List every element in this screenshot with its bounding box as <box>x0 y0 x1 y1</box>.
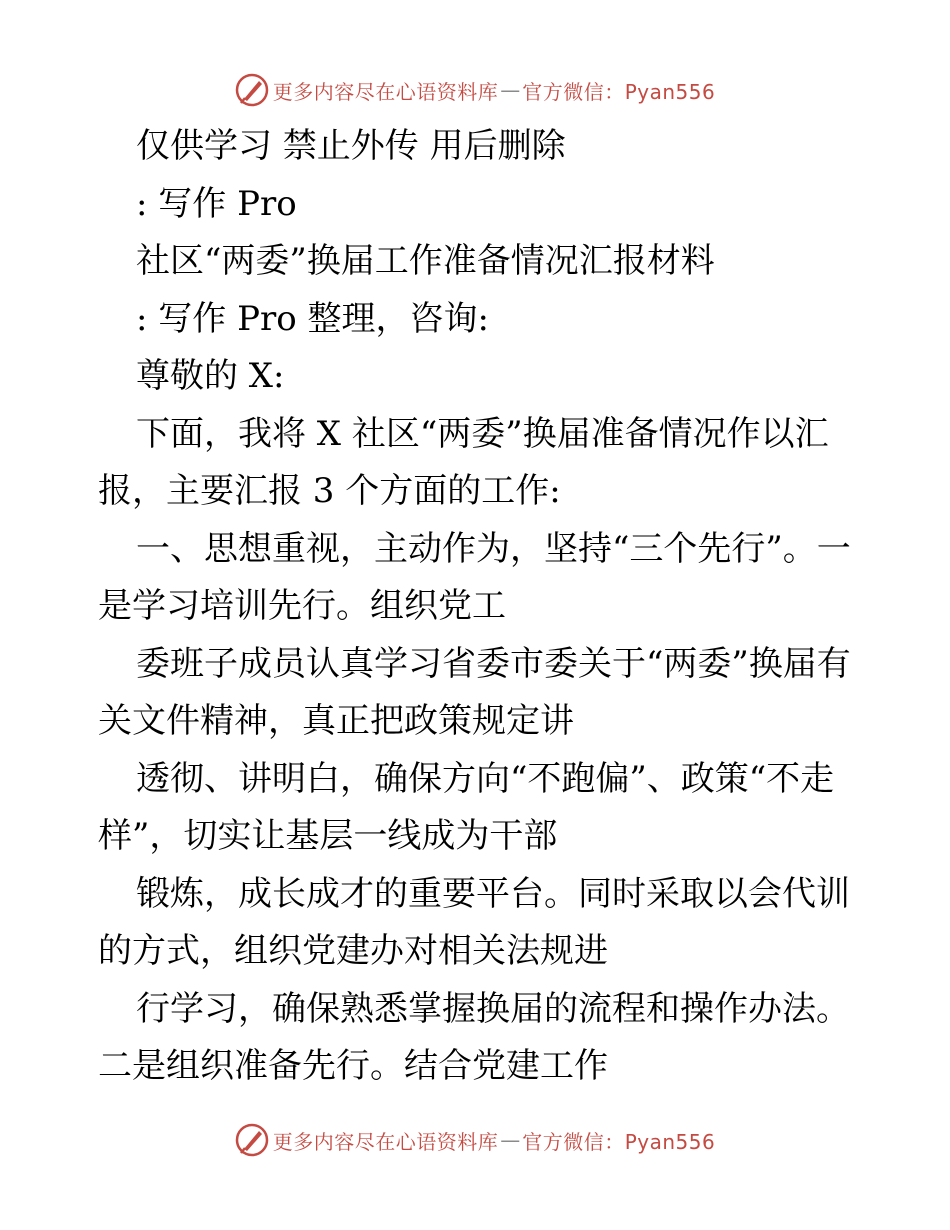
body-line: : 写作 Pro 整理，咨询: <box>136 298 489 339</box>
body-paragraph: 行学习，确保熟悉掌握换届的流程和操作办法。二是组织准备先行。结合党建工作 <box>98 988 850 1086</box>
body-paragraph: 下面，我将 X 社区“两委”换届准备情况作以汇报，主要汇报 3 个方面的工作: <box>98 413 829 511</box>
body-paragraph: 透彻、讲明白，确保方向“不跑偏”、政策“不走样”，切实让基层一线成为干部 <box>98 758 835 856</box>
header-watermark <box>0 70 950 110</box>
salutation: 尊敬的 X: <box>136 356 285 396</box>
watermark-title: 更多内容尽在心语资料库 <box>272 1129 499 1154</box>
quill-pen-logo-icon <box>235 73 269 107</box>
quill-pen-logo-icon <box>235 1123 269 1157</box>
watermark-title: 更多内容尽在心语资料库 <box>272 79 499 104</box>
document-body <box>98 118 858 1096</box>
body-line: 仅供学习 禁止外传 用后删除 <box>136 126 566 166</box>
body-paragraph: 一、思想重视，主动作为，坚持“三个先行”。一是学习培训先行。组织党工 <box>98 528 851 626</box>
body-line: : 写作 Pro <box>136 183 297 224</box>
watermark-contact: 官方微信：Pyan556 <box>522 1129 716 1154</box>
footer-watermark <box>0 1120 950 1160</box>
watermark-contact: 官方微信：Pyan556 <box>522 79 716 104</box>
watermark-separator: — <box>500 1128 521 1152</box>
watermark-separator: — <box>500 78 521 102</box>
body-paragraph: 锻炼，成长成才的重要平台。同时采取以会代训的方式，组织党建办对相关法规进 <box>98 873 850 971</box>
document-title: 社区“两委”换届工作准备情况汇报材料 <box>136 241 715 281</box>
body-paragraph: 委班子成员认真学习省委市委关于“两委”换届有关文件精神，真正把政策规定讲 <box>98 643 851 741</box>
